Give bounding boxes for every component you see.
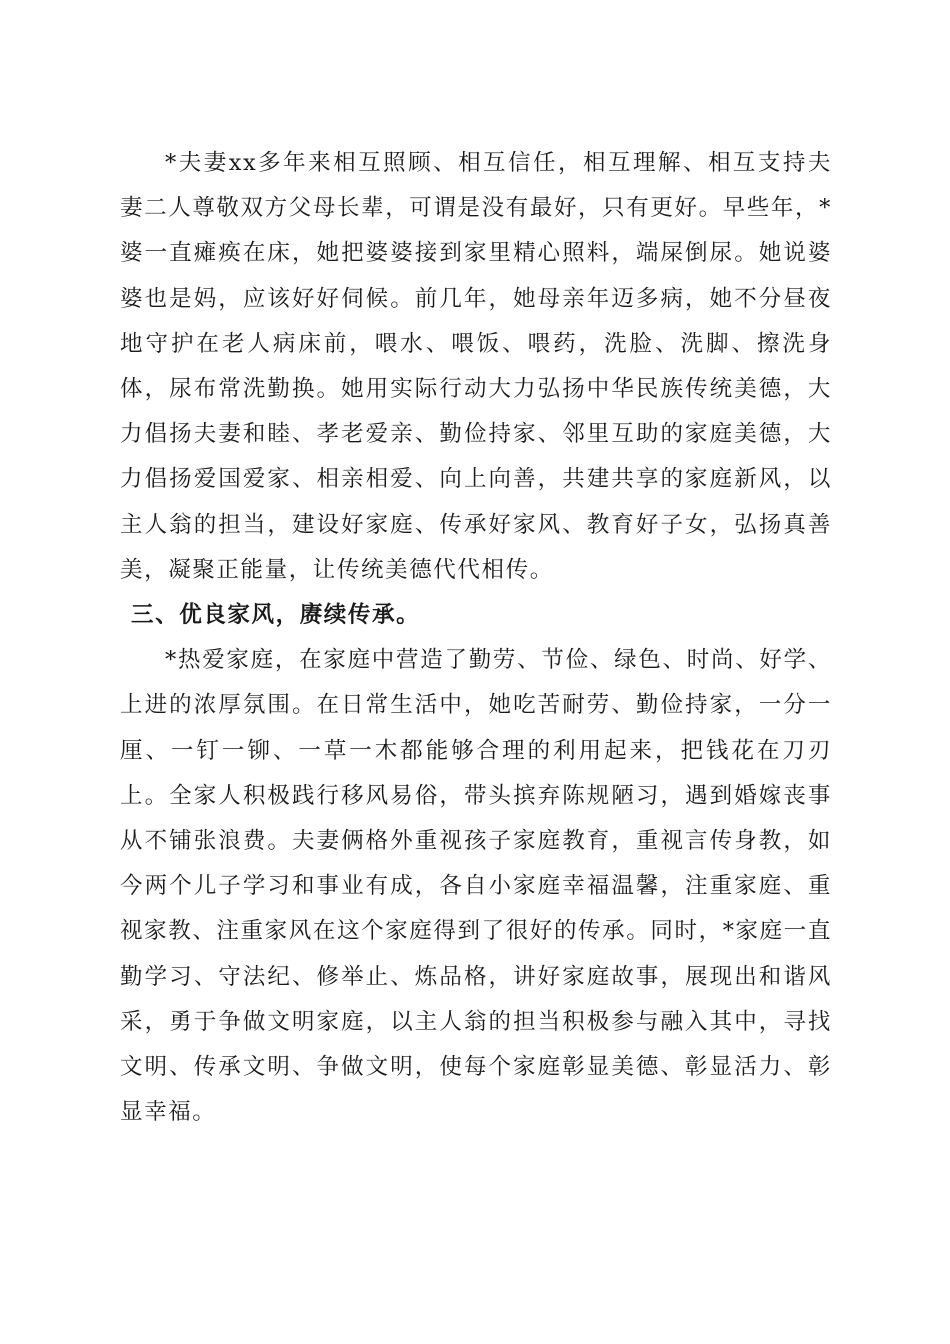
paragraph-family-care: *夫妻xx多年来相互照顾、相互信任，相互理解、相互支持夫妻二人尊敬双方父母长辈，可谓是没有最好，只有更好。早些年，*婆一直瘫痪在床，她把婆婆接到家里精心照料，端屎倒尿。她说婆婆也是妈，应该好好伺候。前几年，她母亲年迈多病，她不分昼夜地守护在老人病床前，喂水、喂饭、喂药，洗脸、洗脚、擦洗身体，尿布常洗勤换。她用实际行动大力弘扬中华民族传统美德，大力倡扬夫妻和睦、孝老爱亲、勤俭持家、邻里互助的家庭美德，大力倡扬爱国爱家、相亲相爱、向上向善，共建共享的家庭新风，以主人翁的担当，建设好家庭、传承好家风、教育好子女，弘扬真善美，凝聚正能量，让传统美德代代相传。 (120, 150, 832, 583)
document-body (120, 141, 832, 1135)
paragraph-family-tradition: *热爱家庭，在家庭中营造了勤劳、节俭、绿色、时尚、好学、上进的浓厚氛围。在日常生活中，她吃苦耐劳、勤俭持家，一分一厘、一钉一铆、一草一木都能够合理的利用起来，把钱花在刀刃上。全家人积极践行移风易俗，带头摈弃陈规陋习，遇到婚嫁丧事从不铺张浪费。夫妻俩格外重视孩子家庭教育，重视言传身教，如今两个儿子学习和事业有成，各自小家庭幸福温馨，注重家庭、重视家教、注重家风在这个家庭得到了很好的传承。同时，*家庭一直勤学习、守法纪、修举止、炼品格，讲好家庭故事，展现出和谐风采，勇于争做文明家庭，以主人翁的担当积极参与融入其中，寻找文明、传承文明、争做文明，使每个家庭彰显美德、彰显活力、彰显幸福。 (120, 647, 832, 1126)
section-heading: 三、优良家风，赓续传承。 (131, 602, 421, 629)
